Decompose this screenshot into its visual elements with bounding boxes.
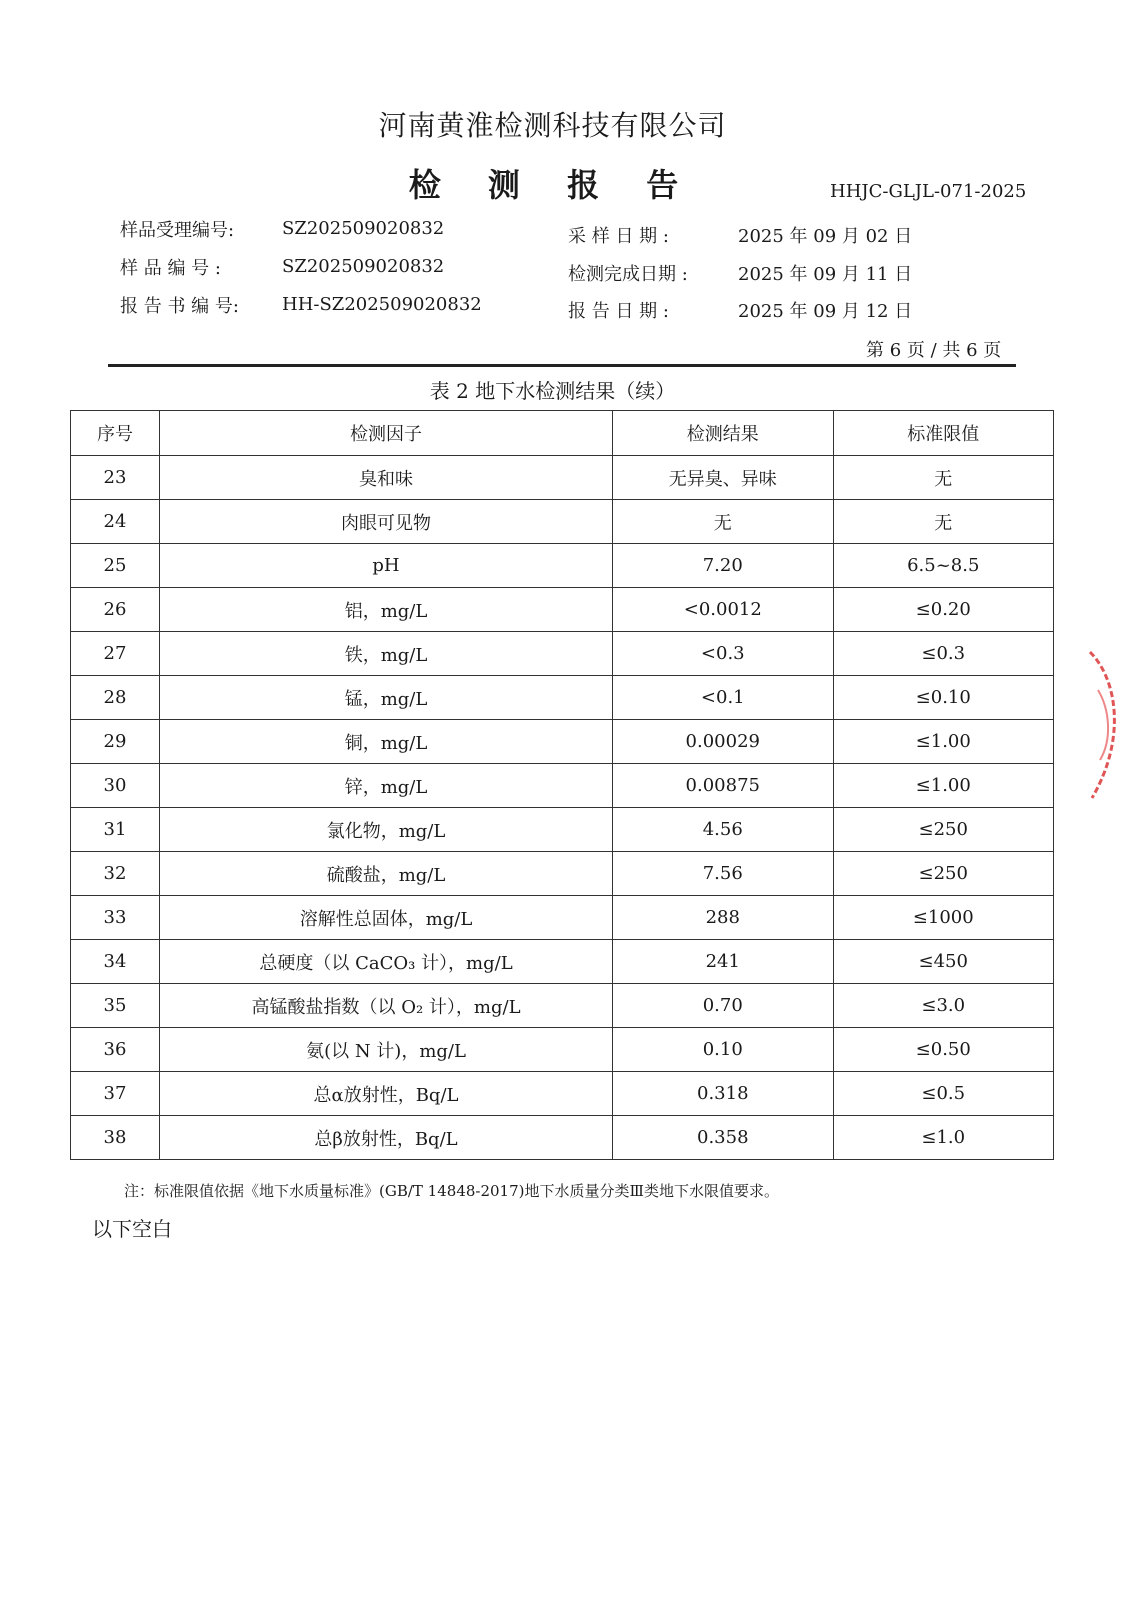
table-row: [71, 588, 1054, 632]
cell-no: 29: [71, 720, 160, 764]
cell-factor: 铝，mg/L: [159, 588, 612, 632]
cell-result: 0.70: [613, 984, 833, 1028]
complete-date-value: 2025 年 09 月 11 日: [738, 264, 913, 285]
cell-limit: 6.5~8.5: [833, 544, 1054, 588]
table-row: [71, 720, 1054, 764]
footnote: 注：标准限值依据《地下水质量标准》(GB/T 14848-2017)地下水质量分类Ⅲ类地下水限值要求。: [124, 1182, 779, 1200]
cell-result: 0.358: [613, 1116, 833, 1160]
table-row: [71, 984, 1054, 1028]
sampling-date-label: 采 样 日 期 :: [568, 226, 669, 247]
cell-factor: 高锰酸盐指数（以 O₂ 计），mg/L: [159, 984, 612, 1028]
cell-no: 26: [71, 588, 160, 632]
page-info: 第 6 页 / 共 6 页: [866, 340, 1002, 361]
header-divider: [108, 364, 1016, 367]
cell-limit: ≤3.0: [833, 984, 1054, 1028]
cell-result: 288: [613, 896, 833, 940]
report-no-label: 报 告 书 编 号:: [120, 296, 239, 317]
table-row: [71, 500, 1054, 544]
table-row: [71, 764, 1054, 808]
cell-result: 0.318: [613, 1072, 833, 1116]
cell-factor: 溶解性总固体，mg/L: [159, 896, 612, 940]
table-row: [71, 808, 1054, 852]
cell-limit: ≤0.20: [833, 588, 1054, 632]
cell-result: 0.00875: [613, 764, 833, 808]
cell-limit: ≤1000: [833, 896, 1054, 940]
cell-no: 28: [71, 676, 160, 720]
sample-accept-no-value: SZ202509020832: [282, 218, 445, 239]
cell-result: 7.56: [613, 852, 833, 896]
cell-result: 无: [613, 500, 833, 544]
table-body: [71, 456, 1054, 1160]
cell-factor: pH: [159, 544, 612, 588]
cell-result: <0.1: [613, 676, 833, 720]
cell-limit: ≤450: [833, 940, 1054, 984]
cell-result: 4.56: [613, 808, 833, 852]
col-header-no: 序号: [71, 411, 160, 456]
sample-accept-no-label: 样品受理编号:: [120, 220, 235, 241]
sample-no-label: 样 品 编 号 :: [120, 258, 221, 279]
cell-factor: 氨(以 N 计)，mg/L: [159, 1028, 612, 1072]
report-code: HHJC-GLJL-071-2025: [830, 181, 1027, 202]
blank-below-text: 以下空白: [92, 1217, 172, 1241]
cell-limit: ≤0.3: [833, 632, 1054, 676]
report-no-value: HH-SZ202509020832: [282, 294, 482, 315]
cell-result: <0.3: [613, 632, 833, 676]
cell-limit: ≤1.00: [833, 764, 1054, 808]
sampling-date-value: 2025 年 09 月 02 日: [738, 226, 913, 247]
report-date-label: 报 告 日 期 :: [568, 301, 669, 322]
table-row: [71, 896, 1054, 940]
cell-no: 23: [71, 456, 160, 500]
table-row: [71, 676, 1054, 720]
table-row: [71, 632, 1054, 676]
report-title: 检 测 报 告: [408, 166, 697, 204]
cell-no: 38: [71, 1116, 160, 1160]
table-row: [71, 852, 1054, 896]
cell-no: 24: [71, 500, 160, 544]
table-row: [71, 1072, 1054, 1116]
cell-limit: ≤0.5: [833, 1072, 1054, 1116]
cell-factor: 总硬度（以 CaCO₃ 计），mg/L: [159, 940, 612, 984]
cell-no: 37: [71, 1072, 160, 1116]
cell-factor: 氯化物，mg/L: [159, 808, 612, 852]
cell-limit: ≤0.10: [833, 676, 1054, 720]
company-name: 河南黄淮检测科技有限公司: [378, 109, 727, 142]
cell-limit: ≤1.00: [833, 720, 1054, 764]
cell-result: 0.00029: [613, 720, 833, 764]
table-row: [71, 1028, 1054, 1072]
cell-limit: ≤250: [833, 852, 1054, 896]
table-header-row: [71, 411, 1054, 456]
cell-limit: ≤1.0: [833, 1116, 1054, 1160]
cell-factor: 臭和味: [159, 456, 612, 500]
seal-stamp-icon: [1088, 650, 1128, 800]
cell-result: 7.20: [613, 544, 833, 588]
cell-factor: 肉眼可见物: [159, 500, 612, 544]
cell-factor: 铁，mg/L: [159, 632, 612, 676]
cell-limit: 无: [833, 456, 1054, 500]
cell-no: 34: [71, 940, 160, 984]
cell-no: 25: [71, 544, 160, 588]
cell-limit: 无: [833, 500, 1054, 544]
cell-no: 36: [71, 1028, 160, 1072]
table-row: [71, 940, 1054, 984]
cell-limit: ≤0.50: [833, 1028, 1054, 1072]
cell-no: 31: [71, 808, 160, 852]
col-header-limit: 标准限值: [833, 411, 1054, 456]
cell-limit: ≤250: [833, 808, 1054, 852]
col-header-factor: 检测因子: [159, 411, 612, 456]
cell-no: 32: [71, 852, 160, 896]
cell-result: <0.0012: [613, 588, 833, 632]
cell-result: 241: [613, 940, 833, 984]
cell-factor: 总β放射性，Bq/L: [159, 1116, 612, 1160]
report-date-value: 2025 年 09 月 12 日: [738, 301, 913, 322]
cell-factor: 锌，mg/L: [159, 764, 612, 808]
complete-date-label: 检测完成日期 :: [568, 264, 688, 285]
table-row: [71, 1116, 1054, 1160]
col-header-result: 检测结果: [613, 411, 833, 456]
cell-result: 0.10: [613, 1028, 833, 1072]
results-table: [70, 410, 1054, 1160]
cell-no: 27: [71, 632, 160, 676]
sample-no-value: SZ202509020832: [282, 256, 445, 277]
table-row: [71, 456, 1054, 500]
cell-no: 33: [71, 896, 160, 940]
cell-no: 30: [71, 764, 160, 808]
cell-result: 无异臭、异味: [613, 456, 833, 500]
table-caption: 表 2 地下水检测结果（续）: [429, 379, 676, 403]
cell-factor: 硫酸盐，mg/L: [159, 852, 612, 896]
cell-factor: 铜，mg/L: [159, 720, 612, 764]
table-row: [71, 544, 1054, 588]
cell-no: 35: [71, 984, 160, 1028]
cell-factor: 总α放射性，Bq/L: [159, 1072, 612, 1116]
cell-factor: 锰，mg/L: [159, 676, 612, 720]
